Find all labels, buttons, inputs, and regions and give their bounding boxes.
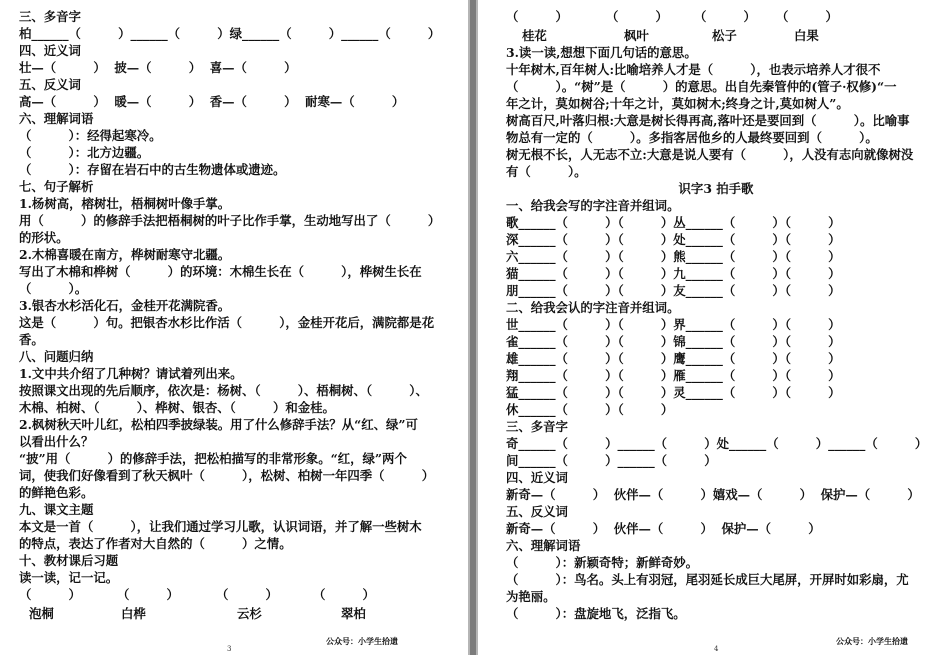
text-line: 有（ ）。: [506, 164, 587, 179]
tree-words-row: [506, 27, 945, 44]
text-line: “披”用（ ）的修辞手法，把松柏描写的非常形象。“红，绿”两个: [19, 451, 407, 466]
text-line: 新奇—（ ） 伙伴—（ ）嬉戏—（ ） 保护—（ ）: [506, 487, 920, 502]
tree-word: 泡桐: [29, 606, 54, 621]
text-line: （ ）：存留在岩石中的古生物遗体或遗迹。: [19, 162, 286, 177]
tree-words-row: [19, 605, 468, 622]
text-line: （ ）：鸟名。头上有羽冠，尾羽延长成巨大尾屏，开屏时如彩扇，尤: [506, 572, 909, 587]
blank: （ ）: [313, 587, 375, 602]
footer-text: 公众号：小学生拾遗: [836, 636, 908, 646]
text-line: 以看出什么？: [19, 434, 94, 449]
text-line: 深______（ ）（ ）处______（ ）（ ）: [506, 232, 841, 247]
blank-row: [506, 8, 945, 25]
text-line: 六______（ ）（ ）熊______（ ）（ ）: [506, 249, 841, 264]
lesson-title: 识字3 拍手歌: [678, 181, 754, 196]
section-heading: 一、给我会写的字注音并组词。: [506, 198, 680, 213]
text-line: 2.枫树秋天叶儿红，松柏四季披绿装。用了什么修辞手法？从“红、绿”可: [19, 417, 418, 432]
section-heading: 四、近义词: [506, 470, 568, 485]
blank: （ ）: [776, 9, 838, 24]
text-line: 本文是一首（ ），让我们通过学习儿歌，认识词语，并了解一些树木: [19, 519, 422, 534]
text-line: （ ）：北方边疆。: [19, 145, 150, 160]
text-line: 木棉、柏树、（ ）、桦树、银杏、（ ）和金桂。: [19, 400, 335, 415]
page-number: 4: [714, 645, 719, 653]
section-heading: 四、近义词: [19, 43, 81, 58]
left-text-block: [19, 8, 468, 586]
section-heading: 九、课文主题: [19, 502, 94, 517]
section-heading: 五、反义词: [506, 504, 568, 519]
section-heading: 八、问题归纳: [19, 349, 94, 364]
tree-word: 枫叶: [624, 28, 649, 43]
text-line: 雄______（ ）（ ）鹰______（ ）（ ）: [506, 351, 841, 366]
text-line: 2.木棉喜暖在南方，桦树耐寒守北疆。: [19, 247, 231, 262]
text-line: 休______（ ）（ ）: [506, 402, 674, 417]
section-heading: 六、理解词语: [19, 111, 94, 126]
text-line: 按照课文出现的先后顺序，依次是：杨树、（ ）、梧桐树、（ ）、: [19, 383, 428, 398]
tree-word: 白桦: [121, 606, 146, 621]
blank: （ ）: [606, 9, 668, 24]
tree-word: 松子: [712, 28, 737, 43]
text-line: 3.银杏水杉活化石，金桂开花满院香。: [19, 298, 231, 313]
text-line: （ ）。“树”是（ ）的意思。出自先秦管仲的(管子·权修)“一: [506, 79, 897, 94]
text-line: 1.杨树高，榕树壮，梧桐树叶像手掌。: [19, 196, 231, 211]
left-page: [0, 0, 468, 655]
text-line: 新奇—（ ） 伙伴—（ ） 保护—（ ）: [506, 521, 821, 536]
text-line: 世______（ ）（ ）界______（ ）（ ）: [506, 317, 841, 332]
text-line: （ ）：经得起寒冷。: [19, 128, 162, 143]
text-line: 雀______（ ）（ ）锦______（ ）（ ）: [506, 334, 841, 349]
text-line: 的形状。: [19, 230, 69, 245]
section-heading: 六、理解词语: [506, 538, 581, 553]
tree-word: 白果: [794, 28, 819, 43]
section-heading: 七、句子解析: [19, 179, 94, 194]
section-heading: 十、教材课后习题: [19, 553, 119, 568]
text-line: 的特点，表达了作者对大自然的（ ）之情。: [19, 536, 292, 551]
text-line: 猫______（ ）（ ）九______（ ）（ ）: [506, 266, 841, 281]
text-line: 读一读，记一记。: [19, 570, 119, 585]
text-line: 用（ ）的修辞手法把梧桐树的叶子比作手掌，生动地写出了（ ）: [19, 213, 441, 228]
right-page: [478, 0, 945, 655]
text-line: 物总有一定的（ ）。多指客居他乡的人最终要回到（ ）。: [506, 130, 878, 145]
blank-row: [19, 586, 468, 603]
section-heading: 三、多音字: [19, 9, 81, 24]
tree-word: 云杉: [237, 606, 262, 621]
text-line: 香。: [19, 332, 44, 347]
section-heading: 五、反义词: [19, 77, 81, 92]
text-line: 奇______（ ）______（ ）处______（ ）______（ ）: [506, 436, 928, 451]
text-line: 高—（ ） 暖—（ ） 香—（ ） 耐寒—（ ）: [19, 94, 405, 109]
section-heading: 二、给我会认的字注音并组词。: [506, 300, 680, 315]
text-line: 歌______（ ）（ ）丛______（ ）（ ）: [506, 215, 841, 230]
text-line: 十年树木,百年树人:比喻培养人才是（ ），也表示培养人才很不: [506, 62, 881, 77]
page-number: 3: [227, 645, 232, 653]
text-line: 1.文中共介绍了几种树？请试着列出来。: [19, 366, 243, 381]
text-line: （ ）。: [19, 281, 88, 296]
blank: （ ）: [19, 587, 81, 602]
text-line: 的鲜艳色彩。: [19, 485, 94, 500]
text-line: （ ）：新颖奇特；新鲜奇妙。: [506, 555, 699, 570]
text-line: 间______（ ）______（ ）: [506, 453, 717, 468]
text-line: 为艳丽。: [506, 589, 556, 604]
text-line: 树无根不长，人无志不立:大意是说人要有（ ），人没有志向就像树没: [506, 147, 914, 162]
text-line: 猛______（ ）（ ）灵______（ ）（ ）: [506, 385, 841, 400]
text-line: 朋______（ ）（ ）友______（ ）（ ）: [506, 283, 841, 298]
section-heading: 三、多音字: [506, 419, 568, 434]
blank: （ ）: [506, 9, 568, 24]
text-line: 树高百尺,叶落归根:大意是树长得再高,落叶还是要回到（ ）。比喻事: [506, 113, 910, 128]
text-line: 词，使我们好像看到了秋天枫叶（ ），松树、柏树一年四季（ ）: [19, 468, 435, 483]
footer-text: 公众号：小学生拾遗: [326, 636, 398, 646]
page-gutter: [468, 0, 478, 655]
text-line: （ ）：盘旋地飞，泛指飞。: [506, 606, 686, 621]
text-line: 年之计，莫如树谷;十年之计，莫如树木;终身之计,莫如树人”。: [506, 96, 849, 111]
text-line: 3.读一读,想想下面几句话的意思。: [506, 45, 697, 60]
text-line: 壮—（ ） 披—（ ） 喜—（ ）: [19, 60, 297, 75]
blank: （ ）: [117, 587, 179, 602]
text-line: 柏______（ ）______（ ）绿______（ ）______（ ）: [19, 26, 441, 41]
text-line: 写出了木棉和桦树（ ）的环境：木棉生长在（ ），桦树生长在: [19, 264, 422, 279]
text-line: 这是（ ）句。把银杏水杉比作活（ ），金桂开花后，满院都是花: [19, 315, 435, 330]
tree-word: 翠柏: [341, 606, 366, 621]
right-text-block: [506, 44, 945, 622]
blank: （ ）: [216, 587, 278, 602]
text-line: 翔______（ ）（ ）雁______（ ）（ ）: [506, 368, 841, 383]
blank: （ ）: [694, 9, 756, 24]
tree-word: 桂花: [522, 28, 547, 43]
